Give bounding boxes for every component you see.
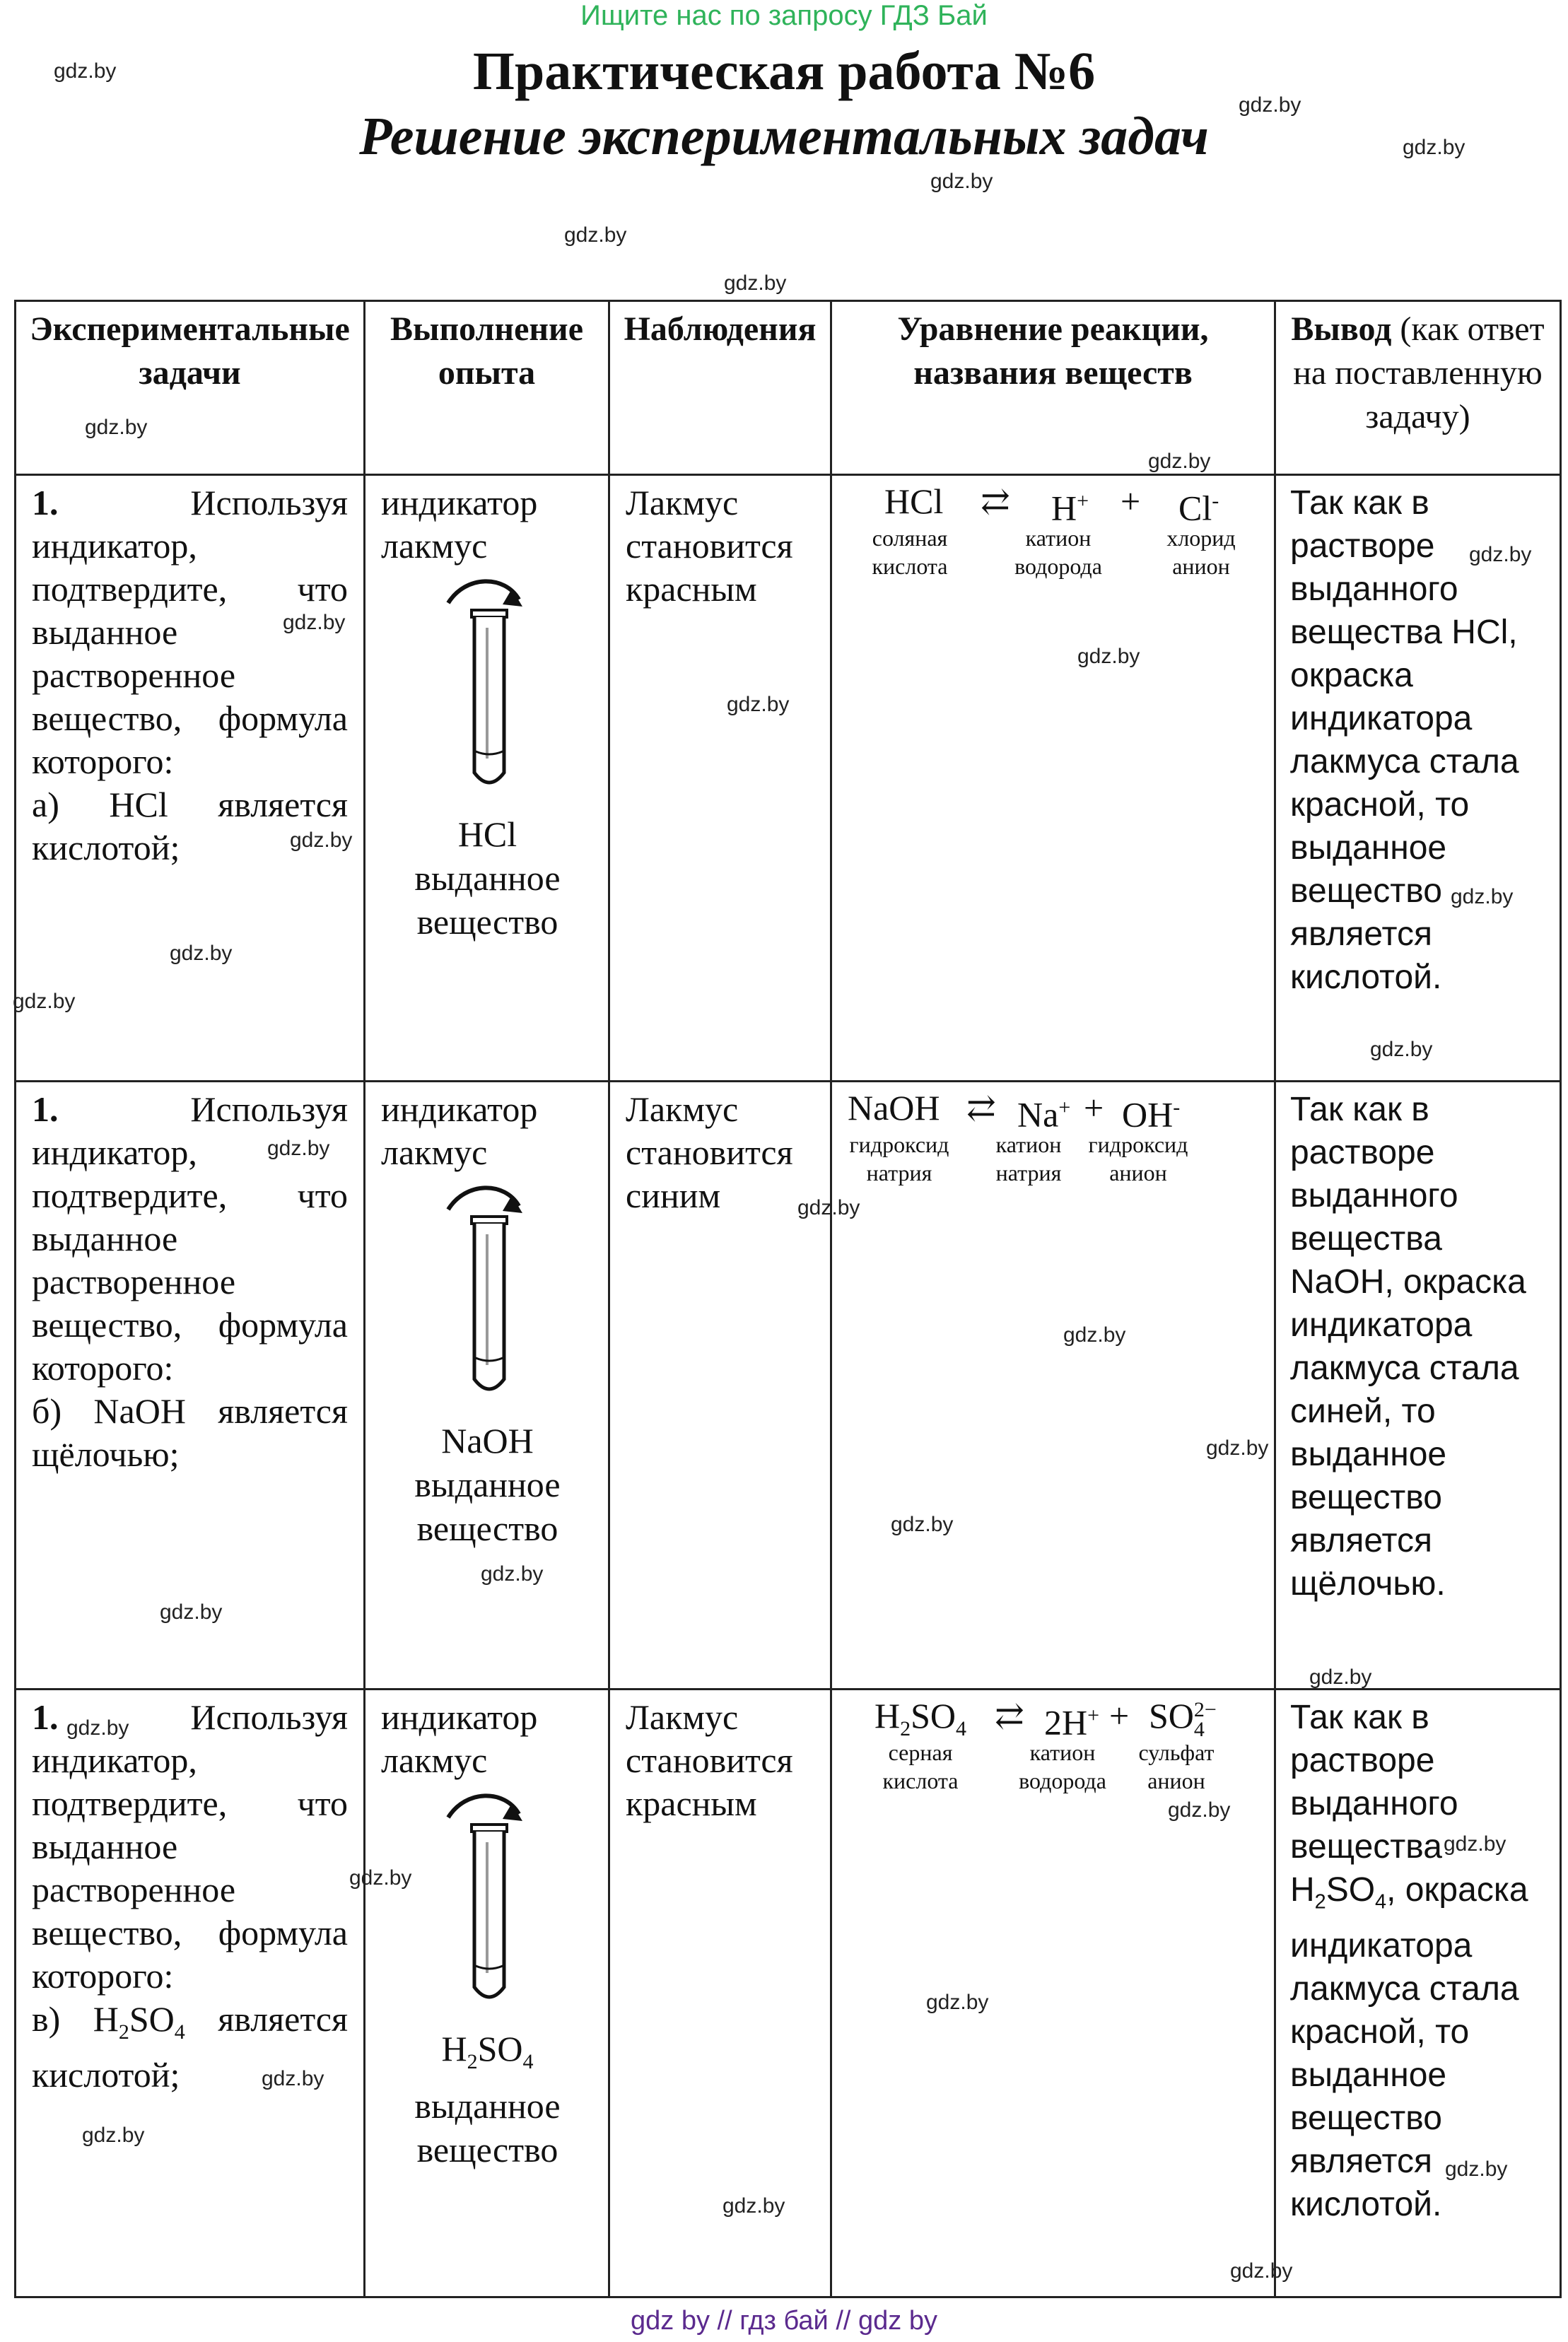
watermark: gdz.by: [85, 416, 148, 439]
observation-cell: Лакмус становится красным: [626, 483, 793, 609]
watermark: gdz.by: [54, 59, 117, 83]
watermark: gdz.by: [1445, 2157, 1508, 2181]
watermark: gdz.by: [1077, 645, 1140, 668]
test-tube-icon: [381, 1174, 594, 1407]
observation-cell: Лакмус становится синим: [626, 1089, 793, 1215]
watermark: gdz.by: [926, 1991, 989, 2014]
conclusion-cell: Так как в растворе выданного вещества NaOH, окраска индикатора лакмуса стала синей, то выданное вещество является щёлочью.: [1290, 1091, 1526, 1603]
search-banner[interactable]: Ищите нас по запросу ГДЗ Бай: [580, 0, 988, 31]
watermark: gdz.by: [1168, 1798, 1231, 1822]
watermark: gdz.by: [481, 1562, 544, 1586]
watermark: gdz.by: [1444, 1832, 1506, 1856]
watermark: gdz.by: [82, 2124, 145, 2147]
page-subtitle: Решение экспериментальных задач: [359, 107, 1209, 166]
header-observations: Наблюдения: [609, 301, 831, 475]
watermark: gdz.by: [267, 1137, 330, 1160]
watermark: gdz.by: [66, 1716, 129, 1740]
watermark: gdz.by: [724, 271, 787, 295]
results-table: [14, 300, 1562, 2298]
watermark: gdz.by: [262, 2067, 324, 2090]
task-cell: 1. Используя индикатор, подтвердите, что выданное растворенное вещество, формула которого: б) NaOH является щёлочью;: [32, 1089, 348, 1474]
watermark: gdz.by: [283, 611, 346, 634]
watermark: gdz.by: [1370, 1038, 1433, 1061]
equation-cell: $H_2SO_4$ ⇄ 2H+ + SO2− 4 серная кислота катион водорода сульфат анион: [831, 1690, 1275, 2297]
test-tube-icon: [381, 1782, 594, 2015]
footer-links[interactable]: gdz by // гдз бай // gdz by: [631, 2306, 937, 2336]
watermark: gdz.by: [1230, 2259, 1293, 2283]
watermark: gdz.by: [290, 829, 353, 852]
watermark: gdz.by: [891, 1513, 954, 1536]
watermark: gdz.by: [349, 1866, 412, 1890]
header-equation: Уравнение реакции, названия веществ: [831, 301, 1275, 475]
observation-cell: Лакмус становится красным: [626, 1697, 793, 1823]
table-row: [16, 1690, 1561, 2297]
test-tube-icon: [381, 568, 594, 801]
header-conclusion: Вывод (как ответ на поставленную задачу): [1275, 301, 1561, 475]
procedure-cell: индикатор лакмус NaOH выданное вещество: [365, 1082, 608, 1550]
watermark: gdz.by: [1403, 136, 1465, 159]
header-tasks: Экспериментальные задачи: [16, 301, 365, 475]
watermark: gdz.by: [564, 223, 627, 247]
watermark: gdz.by: [13, 990, 76, 1013]
watermark: gdz.by: [1063, 1323, 1126, 1347]
watermark: gdz.by: [1239, 93, 1301, 117]
procedure-cell: индикатор лакмус HCl выданное вещество: [365, 476, 608, 944]
task-cell: 1. Используя индикатор, подтвердите, что выданное растворенное вещество, формула которого: в) $H_2SO_4$ является кислотой;: [32, 1697, 348, 2095]
watermark: gdz.by: [1451, 885, 1514, 908]
watermark: gdz.by: [160, 1600, 223, 1624]
conclusion-cell: Так как в растворе выданного вещества HCl, окраска индикатора лакмуса стала красной, то выданное вещество является кислотой.: [1290, 484, 1519, 996]
watermark: gdz.by: [722, 2194, 785, 2218]
watermark: gdz.by: [1148, 450, 1211, 473]
page-title: Практическая работа №6: [472, 42, 1096, 101]
table-row: [16, 1082, 1561, 1690]
task-cell: 1. Используя индикатор, подтвердите, что выданное растворенное вещество, формула которого: а) HCl является кислотой;: [32, 483, 348, 867]
header-procedure: Выполнение опыта: [365, 301, 609, 475]
procedure-cell: индикатор лакмус $H_2SO_4$ выданное вещество: [365, 1690, 608, 2172]
watermark: gdz.by: [170, 942, 233, 965]
watermark: gdz.by: [727, 693, 790, 716]
table-row: [16, 475, 1561, 1082]
equation-cell: NaOH ⇄ Na+ + OH- гидроксид натрия катион натрия гидроксид анион: [831, 1082, 1275, 1690]
watermark: gdz.by: [797, 1196, 860, 1219]
watermark: gdz.by: [930, 170, 993, 193]
equation-cell: HCl ⇄ H+ + Cl- соляная кислота катион водорода хлорид анион: [831, 475, 1275, 1082]
watermark: gdz.by: [1469, 543, 1532, 566]
table-header-row: [16, 301, 1561, 475]
watermark: gdz.by: [1206, 1436, 1269, 1460]
conclusion-cell: Так как в растворе выданного вещества $H_2SO_4$, окраска индикатора лакмуса стала красной, то выданное вещество является кислотой.: [1290, 1699, 1528, 2223]
watermark: gdz.by: [1309, 1665, 1372, 1689]
